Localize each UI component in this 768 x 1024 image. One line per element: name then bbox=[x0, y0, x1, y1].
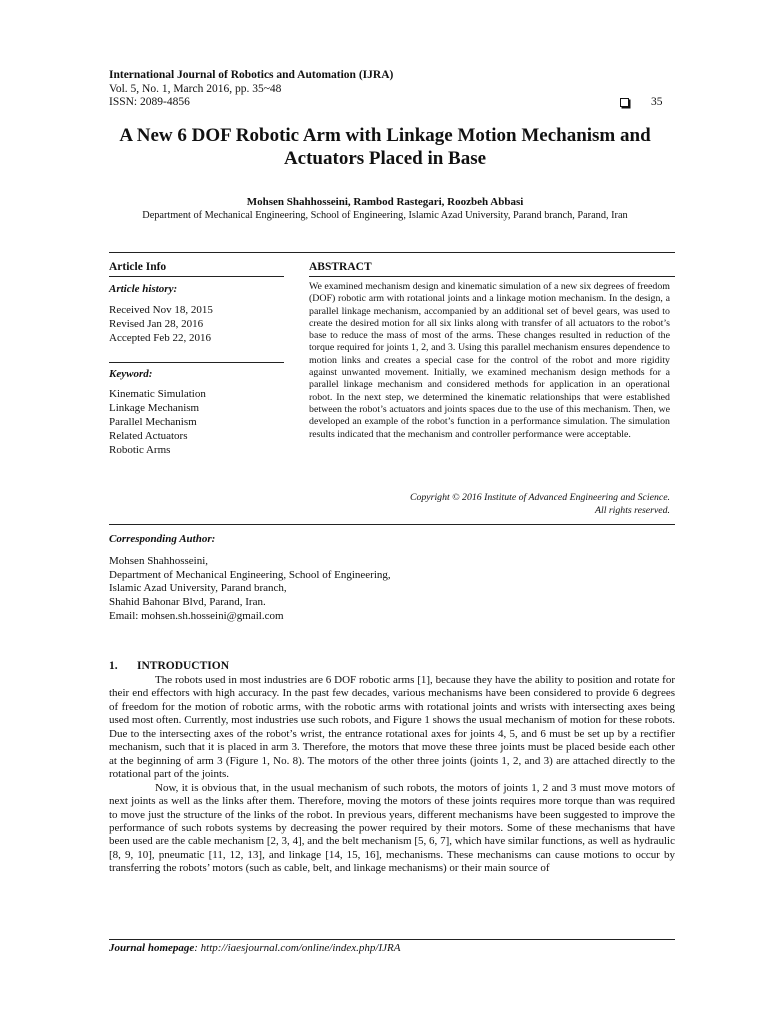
paper-title: A New 6 DOF Robotic Arm with Linkage Motion Mechanism and Actuators Placed in Base bbox=[119, 125, 651, 169]
corresponding-details bbox=[109, 555, 391, 624]
paper-affiliation: Department of Mechanical Engineering, School of Engineering, Islamic Azad University, Parand branch, Parand, Iran bbox=[142, 210, 628, 221]
abstract-text: We examined mechanism design and kinematic simulation of a new six degrees of freedom (DOF) robotic arm with rotational joints and a linkage motion mechanism. In the design, a parallel linkage mechanism, accompanied by an additional set of bevel gears, was used to create the desired motion for all six links along with transfer of all actuators to the robot’s base to reduce the mass of most of the arms. These changes resulted in reduction of the torque required for joints 1, 2, and 3. Using this parallel mechanism ensures dependence to motion links and creates a special case for the control of the robot and more rigidity against unwanted movement. Initially, we examined mechanism design methods for a parallel linkage mechanism and considered methods for application in an operational robot. In the next step, we determined the kinematic relationships that were established between the robot’s actuators and joints spaces due to the use of this mechanism. Then, we developed an example of the robot’s function in a performance simulation. The simulation results indicated that the mechanism and controller performance were acceptable. bbox=[309, 281, 670, 440]
keyword-divider bbox=[109, 362, 284, 363]
homepage-label: Journal homepage bbox=[109, 942, 195, 954]
keyword-item: Linkage Mechanism bbox=[109, 402, 200, 414]
section-number: 1. bbox=[109, 660, 118, 672]
journal-homepage bbox=[109, 942, 400, 954]
footer-divider bbox=[109, 939, 675, 940]
paper-authors: Mohsen Shahhosseini, Rambod Rastegari, Roozbeh Abbasi bbox=[246, 196, 524, 208]
keywords bbox=[109, 368, 281, 457]
section-heading bbox=[109, 660, 229, 672]
revised-date: Revised Jan 28, 2016 bbox=[109, 318, 204, 330]
article-history-heading: Article history: bbox=[109, 283, 178, 295]
article-info-heading: Article Info bbox=[109, 261, 167, 273]
corresponding-heading: Corresponding Author: bbox=[109, 533, 216, 545]
abstract-heading: ABSTRACT bbox=[309, 261, 372, 273]
top-divider bbox=[109, 252, 675, 253]
journal-name: International Journal of Robotics and Automation (IJRA) bbox=[109, 69, 394, 81]
intro-body bbox=[109, 674, 675, 876]
received-date: Received Nov 18, 2015 bbox=[109, 304, 213, 316]
journal-issn: ISSN: 2089-4856 bbox=[109, 96, 190, 108]
keyword-item: Robotic Arms bbox=[109, 444, 171, 456]
keyword-item: Parallel Mechanism bbox=[109, 416, 197, 428]
article-info-divider bbox=[109, 276, 284, 277]
journal-volume: Vol. 5, No. 1, March 2016, pp. 35~48 bbox=[109, 82, 282, 95]
corresponding-line: Department of Mechanical Engineering, School of Engineering, bbox=[109, 568, 391, 581]
journal-header bbox=[109, 69, 393, 110]
article-info bbox=[109, 261, 281, 273]
paragraph: The robots used in most industries are 6 DOF robotic arms [1], because they have the ability to position and rotate for their end effectors with high accuracy. In the past few decades, various mechanisms have been considered to provide 6 degrees of freedom for the motion of robotic arms, with the robotic arms with rotational joints and wrists with intersecting axes being used most often. Currently, most industries use such robots, and Figure 1 shows the usual mechanism of motion for these robots. Due to the intersecting axes of the robot’s wrist, the entrance rotational axes for joints 4, 5, and 6 must be set up by a rectifier mechanism, such that it is placed in arm 3. Therefore, the motors that move these three joints must be placed beside each other at the beginning of arm 3 (Figure 1, No. 8). The motors of the other three joints (joints 1, 2, and 3) are attached directly to the rotational part of the joints. bbox=[109, 674, 675, 781]
keyword-item: Kinematic Simulation bbox=[109, 388, 206, 400]
copyright-line: All rights reserved. bbox=[594, 504, 670, 516]
corresponding-line: Mohsen Shahhosseini, bbox=[109, 555, 208, 567]
accepted-date: Accepted Feb 22, 2016 bbox=[109, 332, 212, 344]
homepage-url[interactable]: : http://iaesjournal.com/online/index.php/IJRA bbox=[194, 942, 401, 954]
paragraph: Now, it is obvious that, in the usual mechanism of such robots, the motors of joints 1, 2 and 3 must move motors of next joints as well as the links after them. Therefore, moving the motors of these joints requires more torque than was required to move just the structure of the links of the robot. In previous years, different mechanisms have been suggested to improve the performance of such robots systems by decreasing the power required by their motors. Some of these mechanisms that have been used are the cable mechanism [2, 3, 4], and the belt mechanism [5, 6, 7], which have similar functions, as well as hydraulic [8, 9, 10], pneumatic [11, 12, 13], and linkage [14, 15, 16], mechanisms. These mechanisms can cause motions to occur by transferring the robots’ motors (such as cable, belt, and linkage mechanisms) or their main source of bbox=[109, 781, 675, 875]
square-bullet-icon bbox=[620, 98, 629, 107]
section-title: INTRODUCTION bbox=[137, 660, 230, 672]
corresponding-divider bbox=[109, 524, 675, 525]
copyright-line: Copyright © 2016 Institute of Advanced Engineering and Science. bbox=[409, 492, 670, 503]
keyword-heading: Keyword: bbox=[109, 368, 153, 380]
page-number-row bbox=[620, 96, 663, 108]
corresponding-email: Email: mohsen.sh.hosseini@gmail.com bbox=[109, 609, 284, 622]
article-history bbox=[109, 283, 281, 345]
corresponding-line: Islamic Azad University, Parand branch, bbox=[109, 582, 287, 595]
corresponding-line: Shahid Bahonar Blvd, Parand, Iran. bbox=[109, 596, 266, 609]
page-number: 35 bbox=[651, 96, 663, 108]
keyword-item: Related Actuators bbox=[109, 430, 188, 442]
abstract-divider bbox=[309, 276, 675, 277]
copyright bbox=[309, 492, 670, 517]
